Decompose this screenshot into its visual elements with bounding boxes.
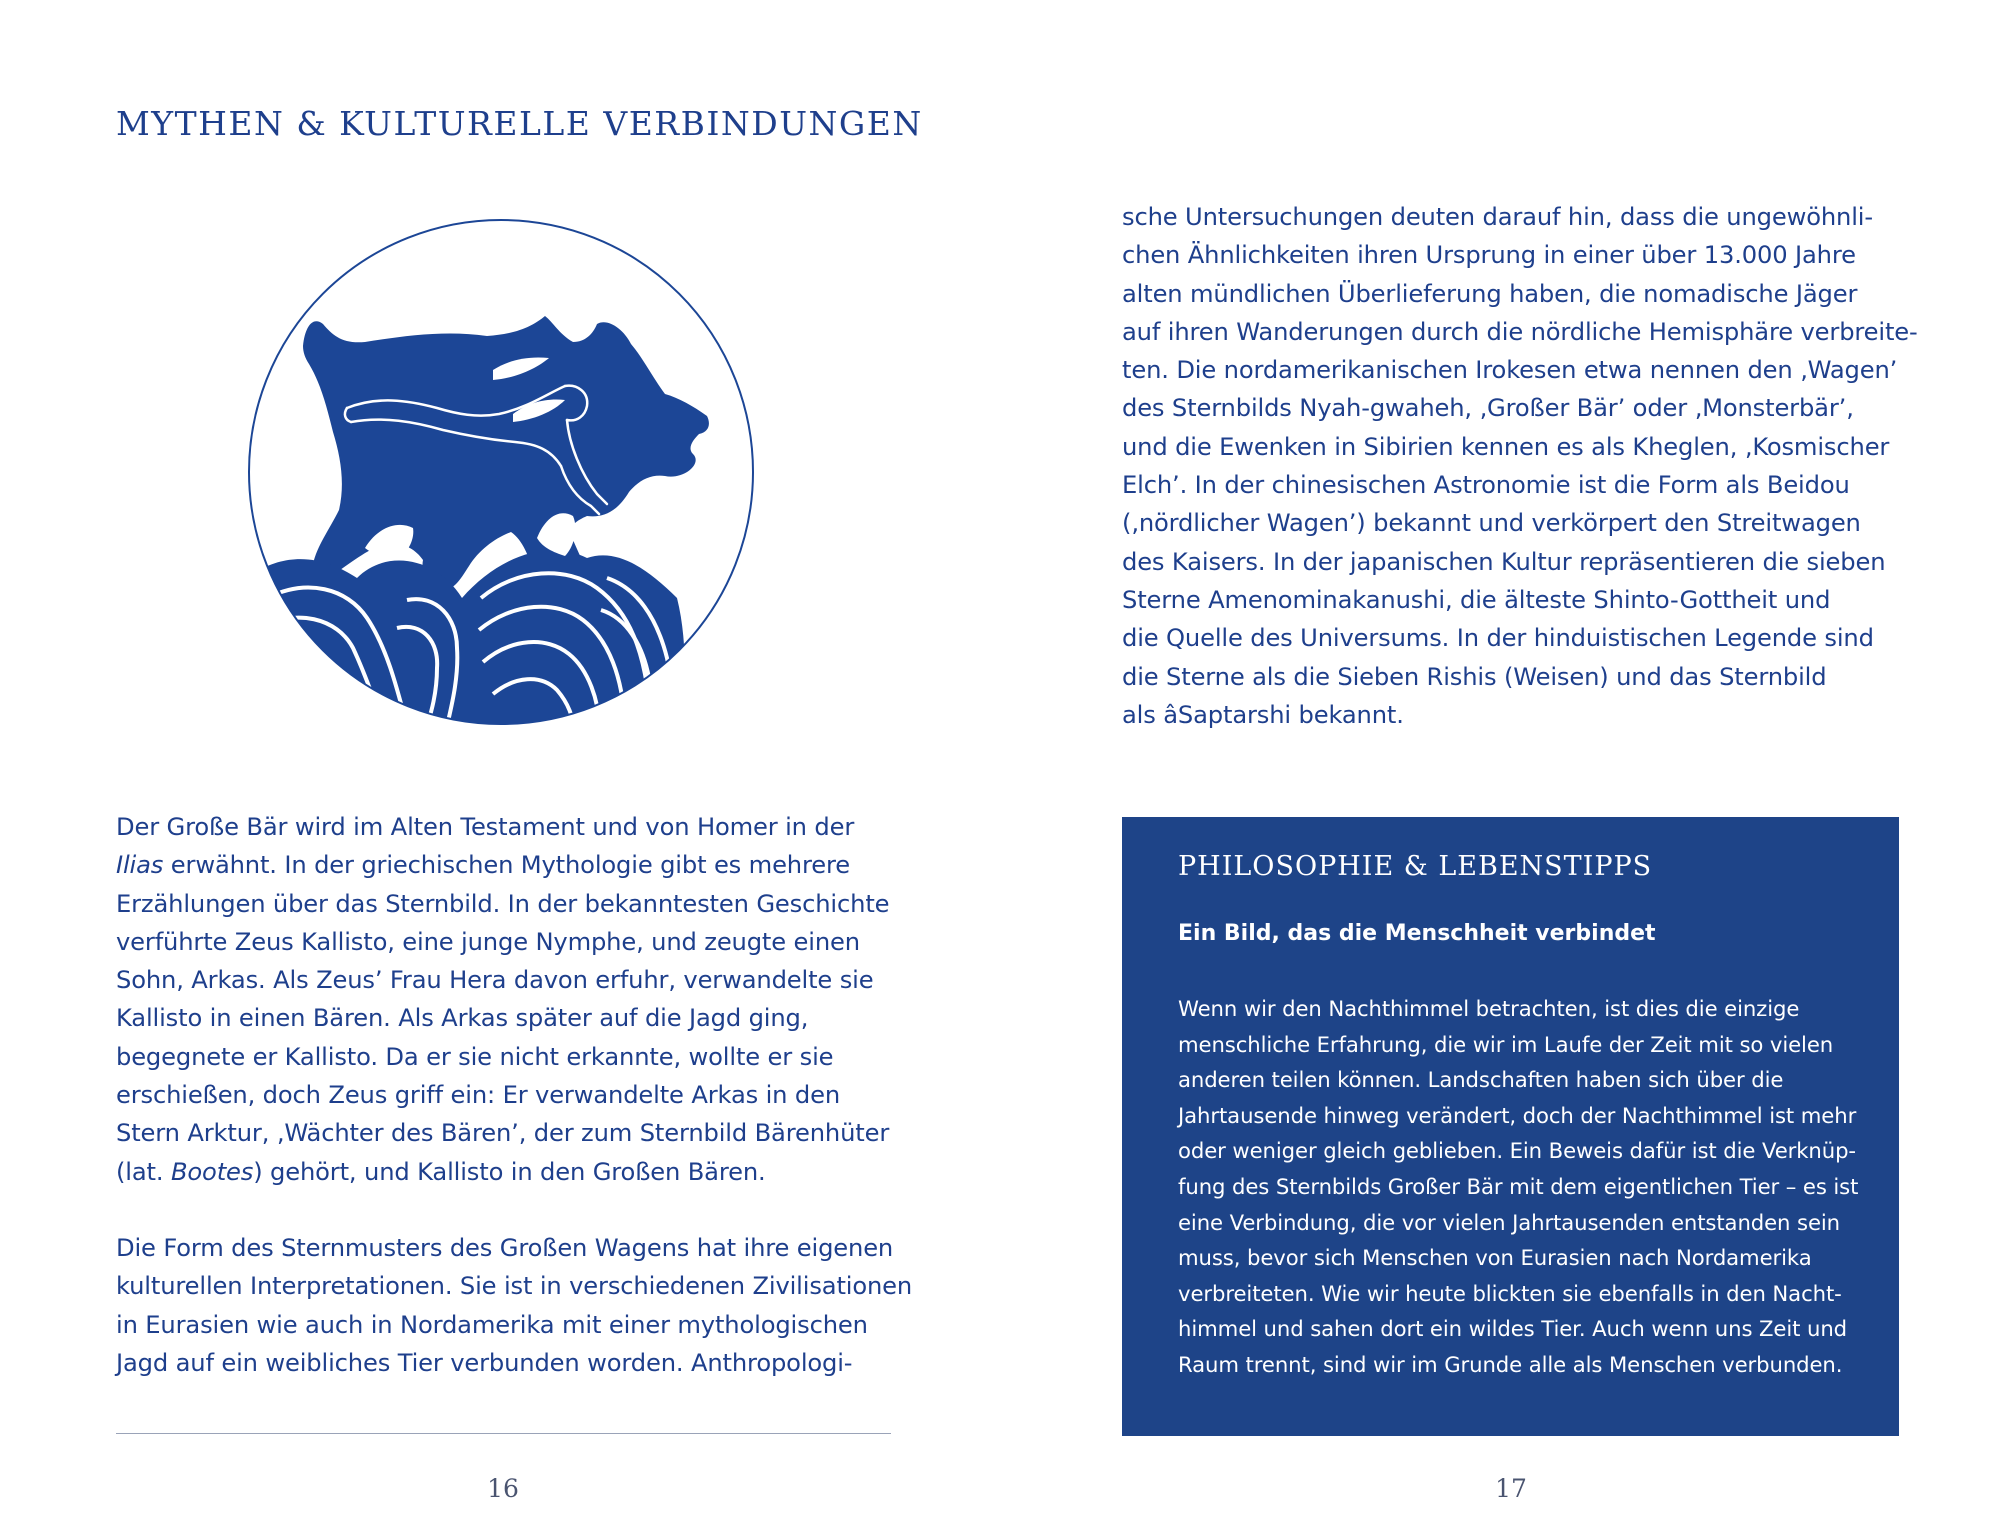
text-line: auf ihren Wanderungen durch die nördliche Hemisphäre verbreite- (1122, 317, 1918, 346)
text-line: Die Form des Sternmusters des Großen Wagens hat ihre eigenen (116, 1234, 894, 1262)
text-line: und die Ewenken in Sibirien kennen es als Kheglen, ‚Kosmischer (1122, 432, 1890, 461)
text-line: verbreiteten. Wie wir heute blickten sie ebenfalls in den Nacht- (1178, 1280, 1842, 1306)
text-line: Jagd auf ein weibliches Tier verbunden worden. Anthropologi- (116, 1348, 853, 1377)
text-line: als âSaptarshi bekannt. (1122, 700, 1404, 729)
text-line: Erzählungen über das Sternbild. In der bekanntesten Geschichte (116, 889, 890, 918)
body-paragraph-1 (116, 808, 889, 1191)
text-line: alten mündlichen Überlieferung haben, die nomadische Jäger (1122, 279, 1858, 308)
bear-with-human-figure-illustration (247, 218, 755, 726)
text-line: menschliche Erfahrung, die wir im Laufe der Zeit mit so vielen (1178, 1031, 1834, 1057)
text-line: Kallisto in einen Bären. Als Arkas später auf die Jagd ging, (116, 1004, 809, 1033)
text-line: muss, bevor sich Menschen von Eurasien nach Nordamerika (1178, 1245, 1812, 1271)
body-paragraph-continued (1122, 198, 1918, 734)
philosophy-info-box (1122, 817, 1899, 1436)
text-line: verführte Zeus Kallisto, eine junge Nymphe, und zeugte einen (116, 927, 860, 956)
text-line: Raum trennt, sind wir im Grunde alle als Menschen verbunden. (1178, 1351, 1843, 1377)
text-line: himmel und sahen dort ein wildes Tier. Auch wenn uns Zeit und (1178, 1316, 1848, 1342)
footer-divider (116, 1433, 891, 1434)
info-box-title: PHILOSOPHIE & LEBENSTIPPS (1178, 851, 1653, 882)
body-paragraph-2 (116, 1229, 912, 1382)
page-number-left: 16 (487, 1474, 519, 1503)
italic-title: Ilias (116, 851, 164, 880)
text-line: erschießen, doch Zeus griff ein: Er verwandelte Arkas in den (116, 1081, 841, 1110)
text-line: (‚nördlicher Wagen’) bekannt und verkörpert den Streitwagen (1122, 509, 1861, 538)
text-line: Wenn wir den Nachthimmel betrachten, ist dies die einzige (1178, 996, 1800, 1021)
italic-term: Bootes (170, 1157, 254, 1186)
text-line: in Eurasien wie auch in Nordamerika mit einer mythologischen (116, 1310, 868, 1339)
text-line: die Quelle des Universums. In der hinduistischen Legende sind (1122, 624, 1874, 653)
text-line: oder weniger gleich geblieben. Ein Beweis dafür ist die Verknüp- (1178, 1138, 1856, 1164)
text-line: des Kaisers. In der japanischen Kultur repräsentieren die sieben (1122, 547, 1886, 576)
text-line: des Sternbilds Nyah-gwaheh, ‚Großer Bär’ oder ‚Monsterbär’, (1122, 394, 1854, 423)
info-box-text (1178, 991, 1858, 1383)
text-line: begegnete er Kallisto. Da er sie nicht erkannte, wollte er sie (116, 1042, 834, 1071)
text-line: Jahrtausende hinweg verändert, doch der Nachthimmel ist mehr (1178, 1102, 1857, 1128)
page-number-right: 17 (1495, 1474, 1527, 1503)
info-box-subtitle: Ein Bild, das die Menschheit verbindet (1178, 921, 1656, 946)
text-line: Stern Arktur, ‚Wächter des Bären’, der zum Sternbild Bärenhüter (116, 1119, 890, 1148)
text-line: sche Untersuchungen deuten darauf hin, dass die ungewöhnli- (1122, 203, 1873, 231)
text-line: kulturellen Interpretationen. Sie ist in verschiedenen Zivilisationen (116, 1272, 913, 1301)
text-line: Ilias erwähnt. In der griechischen Mythologie gibt es mehrere (116, 851, 850, 880)
text-line: Sterne Amenominakanushi, die älteste Shinto-Gottheit und (1122, 585, 1831, 614)
text-line: Der Große Bär wird im Alten Testament und von Homer in der (116, 813, 855, 841)
text-line: die Sterne als die Sieben Rishis (Weisen) und das Sternbild (1122, 662, 1827, 691)
section-title: MYTHEN & KULTURELLE VERBINDUNGEN (116, 104, 923, 143)
text-line: Elch’. In der chinesischen Astronomie ist die Form als Beidou (1122, 471, 1850, 500)
text-line: chen Ähnlichkeiten ihren Ursprung in einer über 13.000 Jahre (1122, 241, 1856, 270)
right-page (1000, 0, 2000, 1539)
text-line: (lat. Bootes) gehört, und Kallisto in den Großen Bären. (116, 1157, 766, 1186)
text-line: anderen teilen können. Landschaften haben sich über die (1178, 1067, 1784, 1093)
text-line: fung des Sternbilds Großer Bär mit dem eigentlichen Tier – es ist (1178, 1173, 1859, 1199)
text-line: Sohn, Arkas. Als Zeus’ Frau Hera davon erfuhr, verwandelte sie (116, 966, 874, 995)
text-line: eine Verbindung, die vor vielen Jahrtausenden entstanden sein (1178, 1209, 1841, 1235)
text-line: ten. Die nordamerikanischen Irokesen etwa nennen den ‚Wagen’ (1122, 356, 1898, 385)
